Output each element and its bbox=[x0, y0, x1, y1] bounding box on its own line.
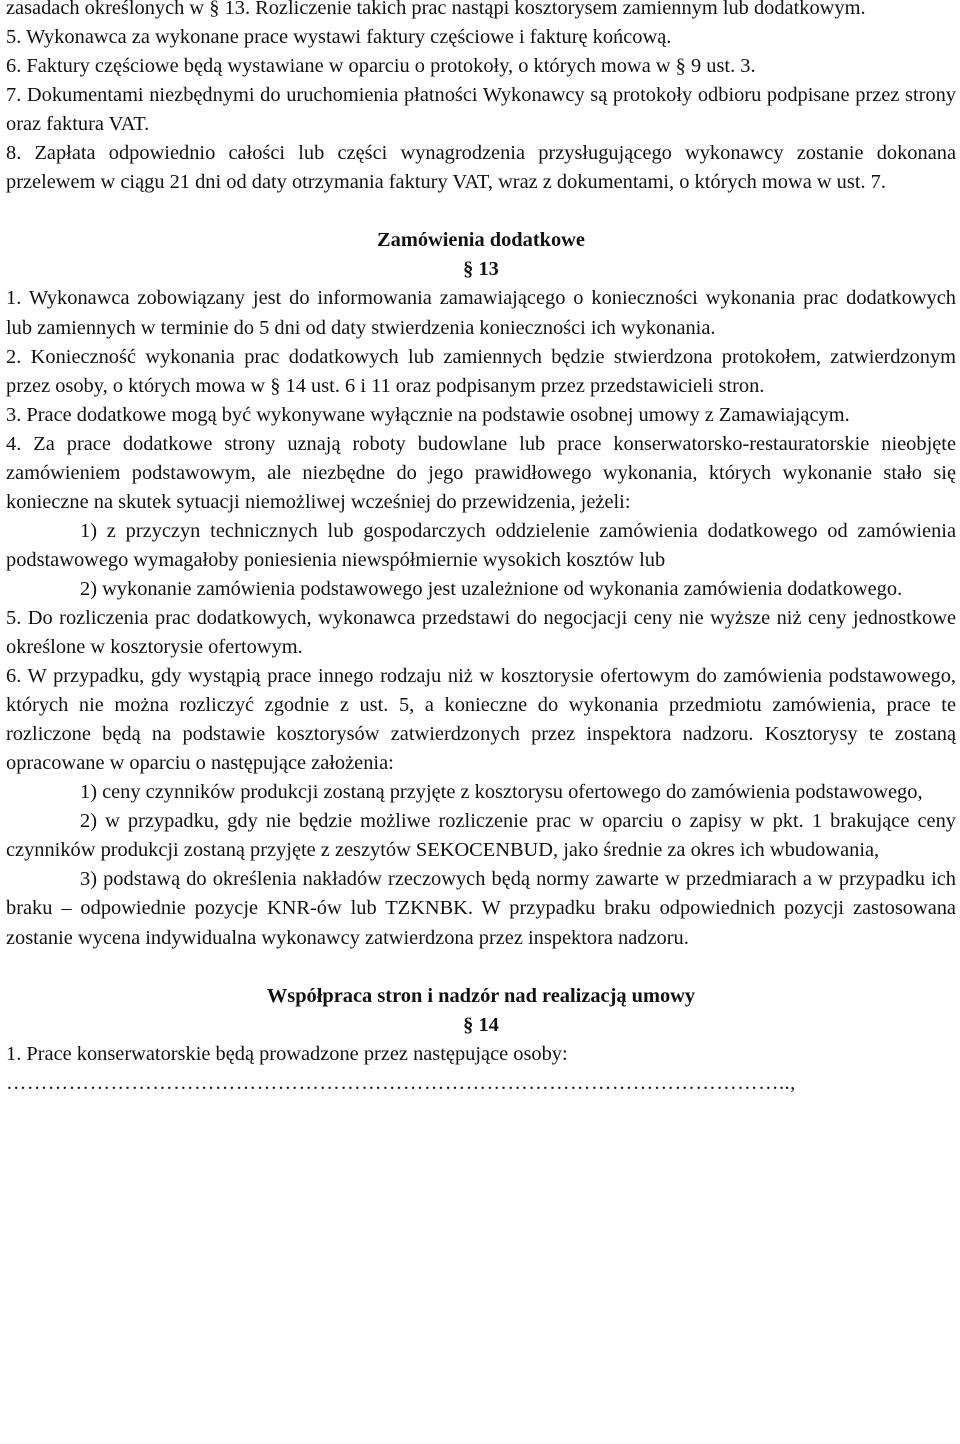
paragraph: 5. Do rozliczenia prac dodatkowych, wykonawca przedstawi do negocjacji ceny nie wyższe niż ceny jednostkowe określone w kosztorysie ofertowym. bbox=[6, 606, 956, 659]
paragraph: 1. Wykonawca zobowiązany jest do informowania zamawiającego o konieczności wykonania prac dodatkowych lub zamiennych w terminie do 5 dni od daty stwierdzenia konieczności ich wykonania. bbox=[6, 287, 956, 339]
paragraph: 6. Faktury częściowe będą wystawiane w oparciu o protokoły, o których mowa w § 9 ust. 3. bbox=[6, 55, 756, 78]
list-item-paragraph: 1) ceny czynników produkcji zostaną przyjęte z kosztorysu ofertowego do zamówienia podstawowego, bbox=[80, 781, 923, 804]
paragraph: 1. Prace konserwatorskie będą prowadzone przez następujące osoby: bbox=[6, 1042, 568, 1065]
list-item-paragraph: 2) wykonanie zamówienia podstawowego jest uzależnione od wykonania zamówienia dodatkowego. bbox=[80, 577, 903, 600]
blank-line bbox=[6, 197, 956, 226]
paragraph: 2. Konieczność wykonania prac dodatkowych lub zamiennych będzie stwierdzona protokołem, zatwierdzonym przez osoby, o których mowa w § 14 ust. 6 i 11 oraz podpisanym przez przedstawicieli stron. bbox=[6, 345, 956, 397]
paragraph: 4. Za prace dodatkowe strony uznają roboty budowlane lub prace konserwatorsko-restauratorskie nieobjęte zamówieniem podstawowym, ale niezbędne do jego prawidłowego wykonania, których wykonanie stało się konieczne na skutek sytuacji niemożliwej wcześniej do przewidzenia, jeżeli: bbox=[6, 432, 956, 513]
list-item-paragraph: 2) w przypadku, gdy nie będzie możliwe rozliczenie prac w oparciu o zapisy w pkt. 1 brakujące ceny czynników produkcji zostaną przyjęte z zeszytów SEKOCENBUD, jako średnie za okres ich wbudowania, bbox=[6, 810, 956, 862]
dotted-fill-line: ………………………………………………………………………………………………….., bbox=[6, 1071, 796, 1094]
paragraph: 5. Wykonawca za wykonane prace wystawi faktury częściowe i fakturę końcową. bbox=[6, 26, 672, 49]
section-heading bbox=[6, 226, 956, 284]
section-number: § 14 bbox=[463, 1013, 499, 1036]
document-page bbox=[6, 0, 956, 1098]
blank-line bbox=[6, 953, 956, 982]
paragraph: 6. W przypadku, gdy wystąpią prace innego rodzaju niż w kosztorysie ofertowym do zamówienia podstawowego, których nie można rozliczyć zgodnie z ust. 5, a konieczne do wykonania przedmiotu zamówienia, prace te rozliczone będą na podstawie kosztorysów zatwierdzonych przez inspektora nadzoru. Kosztorysy te zostaną opracowane w oparciu o następujące założenia: bbox=[6, 665, 956, 775]
section-title: Zamówienia dodatkowe bbox=[377, 229, 585, 252]
list-item-paragraph: 3) podstawą do określenia nakładów rzeczowych będą normy zawarte w przedmiarach a w przypadku ich braku – odpowiednie pozycje KNR-ów lub TZKNBK. W przypadku braku odpowiednich pozycji zastosowana zostanie wycena indywidualna wykonawcy zatwierdzona przez inspektora nadzoru. bbox=[6, 868, 956, 949]
paragraph: 8. Zapłata odpowiednio całości lub części wynagrodzenia przysługującego wykonawcy zostanie dokonana przelewem w ciągu 21 dni od daty otrzymania faktury VAT, wraz z dokumentami, o których mowa w ust. 7. bbox=[6, 142, 956, 194]
list-item-paragraph: 1) z przyczyn technicznych lub gospodarczych oddzielenie zamówienia dodatkowego od zamówienia podstawowego wymagałoby poniesienia niewspółmiernie wysokich kosztów lub bbox=[6, 519, 956, 571]
section-title: Współpraca stron i nadzór nad realizacją umowy bbox=[266, 984, 696, 1007]
section-heading bbox=[6, 982, 956, 1040]
section-number: § 13 bbox=[463, 258, 499, 281]
paragraph: zasadach określonych w § 13. Rozliczenie takich prac nastąpi kosztorysem zamiennym lub dodatkowym. bbox=[6, 0, 866, 19]
paragraph: 7. Dokumentami niezbędnymi do uruchomienia płatności Wykonawcy są protokoły odbioru podpisane przez strony oraz faktura VAT. bbox=[6, 84, 956, 136]
paragraph: 3. Prace dodatkowe mogą być wykonywane wyłącznie na podstawie osobnej umowy z Zamawiającym. bbox=[6, 403, 850, 426]
